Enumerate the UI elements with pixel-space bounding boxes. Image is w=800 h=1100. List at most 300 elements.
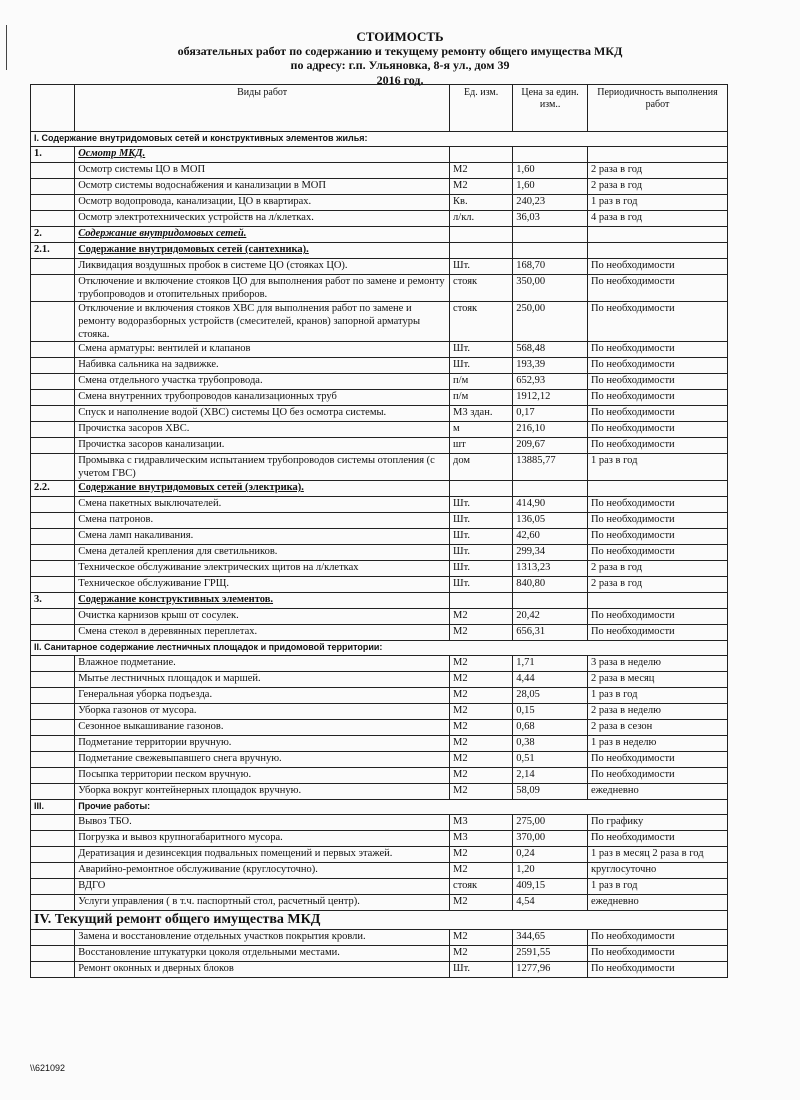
cell-num: [31, 736, 75, 752]
table-row: [31, 275, 728, 302]
table-row: [31, 962, 728, 978]
cell-work-name: Подметание свежевыпавшего снега вручную.: [75, 752, 450, 768]
cell-price: [513, 593, 588, 609]
subsection-title: [75, 593, 450, 609]
subsection-row: [31, 147, 728, 163]
cell-price: 1,60: [513, 163, 588, 179]
cell-frequency: По необходимости: [587, 259, 727, 275]
cell-work-name: Спуск и наполнение водой (ХВС) системы ЦО без осмотра системы.: [75, 406, 450, 422]
cell-num: [31, 672, 75, 688]
cell-frequency: 4 раза в год: [587, 211, 727, 227]
cell-work-name: Влажное подметание.: [75, 656, 450, 672]
cell-num: [31, 275, 75, 302]
document-address: по адресу: г.п. Ульяновка, 8-я ул., дом 39: [290, 58, 510, 72]
cell-work-name: Техническое обслуживание электрических щитов на л/клетках: [75, 561, 450, 577]
cell-price: 1,71: [513, 656, 588, 672]
document-year: 2016 год.: [376, 73, 424, 87]
cell-frequency: По необходимости: [587, 768, 727, 784]
cell-work-name: Ликвидация воздушных пробок в системе ЦО (стояках ЦО).: [75, 259, 450, 275]
cell-num: [31, 720, 75, 736]
subsection-row: [31, 593, 728, 609]
cell-unit: п/м: [450, 390, 513, 406]
cell-price: 168,70: [513, 259, 588, 275]
cell-price: 250,00: [513, 302, 588, 342]
cell-frequency: круглосуточно: [587, 863, 727, 879]
cell-unit: М2: [450, 847, 513, 863]
cell-frequency: 1 раз в год: [587, 688, 727, 704]
cell-num: [31, 625, 75, 641]
cell-frequency: [587, 481, 727, 497]
cell-price: 0,15: [513, 704, 588, 720]
cell-unit: М2: [450, 163, 513, 179]
cell-price: 58,09: [513, 784, 588, 800]
table-row: [31, 358, 728, 374]
cell-frequency: По необходимости: [587, 752, 727, 768]
cell-frequency: 1 раз в год: [587, 454, 727, 481]
cell-price: [513, 227, 588, 243]
table-row: [31, 374, 728, 390]
table-row: [31, 847, 728, 863]
cell-work-name: Осмотр системы ЦО в МОП: [75, 163, 450, 179]
cell-price: 4,54: [513, 895, 588, 911]
cell-price: 568,48: [513, 342, 588, 358]
cell-work-name: Смена ламп накаливания.: [75, 529, 450, 545]
cell-frequency: 1 раз в неделю: [587, 736, 727, 752]
cell-price: 20,42: [513, 609, 588, 625]
cell-frequency: По необходимости: [587, 358, 727, 374]
cell-num: [31, 577, 75, 593]
cell-unit: М3: [450, 831, 513, 847]
cell-work-name: Осмотр водопровода, канализации, ЦО в квартирах.: [75, 195, 450, 211]
subsection-row: [31, 227, 728, 243]
cell-price: 42,60: [513, 529, 588, 545]
cell-frequency: 2 раза в год: [587, 561, 727, 577]
header-cell-frequency: Периодичность выполнения работ: [587, 85, 727, 132]
cell-work-name: ВДГО: [75, 879, 450, 895]
cell-num: [31, 497, 75, 513]
cell-unit: п/м: [450, 374, 513, 390]
cell-unit: М3 здан.: [450, 406, 513, 422]
cell-price: [513, 481, 588, 497]
cell-work-name: Погрузка и вывоз крупногабаритного мусора.: [75, 831, 450, 847]
subsection-row: [31, 243, 728, 259]
cell-frequency: По необходимости: [587, 625, 727, 641]
cell-frequency: По необходимости: [587, 497, 727, 513]
table-row: [31, 736, 728, 752]
cell-work-name: Осмотр системы водоснабжения и канализации в МОП: [75, 179, 450, 195]
cell-num: [31, 211, 75, 227]
cell-work-name: Посыпка территории песком вручную.: [75, 768, 450, 784]
cell-price: 652,93: [513, 374, 588, 390]
table-row: [31, 390, 728, 406]
table-row: [31, 577, 728, 593]
header-cell-works: Виды работ: [75, 85, 450, 132]
cell-num: 3.: [31, 593, 75, 609]
cell-work-name: Осмотр электротехнических устройств на л/клетках.: [75, 211, 450, 227]
cell-price: 0,51: [513, 752, 588, 768]
cell-num: [31, 946, 75, 962]
cell-work-name: Мытье лестничных площадок и маршей.: [75, 672, 450, 688]
cell-unit: М2: [450, 784, 513, 800]
cell-num: [31, 545, 75, 561]
cell-frequency: [587, 243, 727, 259]
cell-work-name: Услуги управления ( в т.ч. паспортный стол, расчетный центр).: [75, 895, 450, 911]
cell-unit: Кв.: [450, 195, 513, 211]
section-title: II. Санитарное содержание лестничных площадок и придомовой территории:: [31, 641, 728, 656]
cell-price: [513, 243, 588, 259]
cell-num: [31, 656, 75, 672]
cell-work-name: Генеральная уборка подъезда.: [75, 688, 450, 704]
cell-price: 36,03: [513, 211, 588, 227]
cell-work-name: Очистка карнизов крыш от сосулек.: [75, 609, 450, 625]
cell-frequency: По необходимости: [587, 342, 727, 358]
cell-num: [31, 688, 75, 704]
cell-unit: Шт.: [450, 962, 513, 978]
table-row: [31, 688, 728, 704]
cell-num: [31, 784, 75, 800]
cell-num: [31, 454, 75, 481]
cell-price: 1,20: [513, 863, 588, 879]
document-subtitle: обязательных работ по содержанию и текущему ремонту общего имущества МКД: [177, 44, 623, 58]
cell-frequency: [587, 147, 727, 163]
cell-num: [31, 374, 75, 390]
table-row: [31, 609, 728, 625]
table-row: [31, 863, 728, 879]
cell-unit: М2: [450, 688, 513, 704]
cell-num: [31, 704, 75, 720]
cell-unit: М2: [450, 895, 513, 911]
cell-unit: Шт.: [450, 561, 513, 577]
subsection-row: [31, 481, 728, 497]
table-row: [31, 930, 728, 946]
cell-work-name: Промывка с гидравлическим испытанием трубопроводов системы отопления (с учетом ГВС): [75, 454, 450, 481]
cell-num: [31, 259, 75, 275]
cell-num: [31, 930, 75, 946]
cell-price: 350,00: [513, 275, 588, 302]
cell-frequency: ежедневно: [587, 895, 727, 911]
cell-frequency: По необходимости: [587, 302, 727, 342]
cell-num: [31, 422, 75, 438]
cell-num: 2.1.: [31, 243, 75, 259]
subsection-title: Содержание внутридомовых сетей.: [75, 227, 450, 243]
cell-num: [31, 342, 75, 358]
table-row: [31, 342, 728, 358]
cell-frequency: 2 раза в год: [587, 163, 727, 179]
cell-work-name: Смена отдельного участка трубопровода.: [75, 374, 450, 390]
cell-unit: Шт.: [450, 545, 513, 561]
header-cell-price: Цена за един. изм..: [513, 85, 588, 132]
table-row: [31, 895, 728, 911]
table-row: [31, 513, 728, 529]
cell-frequency: По необходимости: [587, 962, 727, 978]
cell-work-name: Уборка газонов от мусора.: [75, 704, 450, 720]
cell-frequency: По необходимости: [587, 374, 727, 390]
cell-frequency: 2 раза в год: [587, 577, 727, 593]
cell-num: [31, 529, 75, 545]
cell-num: [31, 438, 75, 454]
cell-price: 1277,96: [513, 962, 588, 978]
cell-work-name: Прочистка засоров канализации.: [75, 438, 450, 454]
cell-price: 409,15: [513, 879, 588, 895]
cell-price: 4,44: [513, 672, 588, 688]
cell-unit: Шт.: [450, 529, 513, 545]
cell-work-name: Техническое обслуживание ГРЩ.: [75, 577, 450, 593]
cell-work-name: Отключение и включения стояков ХВС для выполнения работ по замене и ремонту водоразборных устройств (смесителей, кранов) запорной арматуры стояка.: [75, 302, 450, 342]
cell-price: 13885,77: [513, 454, 588, 481]
cell-frequency: 2 раза в неделю: [587, 704, 727, 720]
table-row: [31, 211, 728, 227]
footnote-code: \\621092: [30, 1063, 66, 1073]
table-row: [31, 768, 728, 784]
cell-frequency: По необходимости: [587, 946, 727, 962]
cell-num: [31, 815, 75, 831]
table-row: [31, 656, 728, 672]
header-cell-unit: Ед. изм.: [450, 85, 513, 132]
cell-work-name: Смена арматуры: вентилей и клапанов: [75, 342, 450, 358]
cell-unit: [450, 147, 513, 163]
cell-work-name: Подметание территории вручную.: [75, 736, 450, 752]
cell-price: 193,39: [513, 358, 588, 374]
cell-unit: М2: [450, 736, 513, 752]
table-row: [31, 497, 728, 513]
section-title: I. Содержание внутридомовых сетей и конструктивных элементов жилья:: [31, 132, 728, 147]
section-row: [31, 800, 728, 815]
cell-frequency: По необходимости: [587, 275, 727, 302]
works-table: [30, 84, 728, 978]
table-row: [31, 946, 728, 962]
table-row: [31, 752, 728, 768]
cell-num: [31, 561, 75, 577]
cell-num: [31, 962, 75, 978]
cell-price: 136,05: [513, 513, 588, 529]
cell-unit: Шт.: [450, 358, 513, 374]
cell-unit: М2: [450, 656, 513, 672]
cell-price: 370,00: [513, 831, 588, 847]
cell-work-name: Смена патронов.: [75, 513, 450, 529]
cell-num: [31, 513, 75, 529]
cell-work-name: Замена и восстановление отдельных участков покрытия кровли.: [75, 930, 450, 946]
table-row: [31, 302, 728, 342]
cell-num: [31, 863, 75, 879]
subsection-title-text: Содержание конструктивных элементов.: [78, 594, 274, 605]
table-row: [31, 406, 728, 422]
cell-unit: М2: [450, 179, 513, 195]
cell-frequency: ежедневно: [587, 784, 727, 800]
table-header-row: [31, 85, 728, 132]
cell-num: [31, 406, 75, 422]
cell-unit: М2: [450, 752, 513, 768]
cell-price: 1912,12: [513, 390, 588, 406]
cell-frequency: 2 раза в сезон: [587, 720, 727, 736]
section-row: [31, 641, 728, 656]
cell-num: [31, 895, 75, 911]
cell-unit: М2: [450, 720, 513, 736]
cell-frequency: 2 раза в год: [587, 179, 727, 195]
table-row: [31, 179, 728, 195]
cell-price: 0,68: [513, 720, 588, 736]
cell-num: 2.2.: [31, 481, 75, 497]
table-row: [31, 438, 728, 454]
table-row: [31, 720, 728, 736]
cell-frequency: 1 раз в год: [587, 879, 727, 895]
cell-price: 2591,55: [513, 946, 588, 962]
cell-frequency: По необходимости: [587, 529, 727, 545]
cell-price: 216,10: [513, 422, 588, 438]
cell-price: 209,67: [513, 438, 588, 454]
cell-work-name: Ремонт оконных и дверных блоков: [75, 962, 450, 978]
cell-num: [31, 358, 75, 374]
cell-unit: Шт.: [450, 577, 513, 593]
section-title: Прочие работы:: [75, 800, 728, 815]
cell-work-name: Вывоз ТБО.: [75, 815, 450, 831]
header-cell-num: [31, 85, 75, 132]
cell-unit: Шт.: [450, 513, 513, 529]
cell-unit: М2: [450, 863, 513, 879]
cell-frequency: По необходимости: [587, 930, 727, 946]
cell-unit: [450, 243, 513, 259]
cell-num: 2.: [31, 227, 75, 243]
cell-num: III.: [31, 800, 75, 815]
cell-num: [31, 390, 75, 406]
subsection-title: [75, 243, 450, 259]
cell-work-name: Смена стекол в деревянных переплетах.: [75, 625, 450, 641]
cell-num: [31, 879, 75, 895]
table-row: [31, 259, 728, 275]
cell-price: 240,23: [513, 195, 588, 211]
cell-unit: м: [450, 422, 513, 438]
section-title: IV. Текущий ремонт общего имущества МКД: [31, 911, 728, 930]
subsection-title: [75, 481, 450, 497]
cell-unit: М2: [450, 704, 513, 720]
cell-frequency: По необходимости: [587, 545, 727, 561]
cell-unit: М2: [450, 672, 513, 688]
cell-price: 0,38: [513, 736, 588, 752]
cell-num: [31, 847, 75, 863]
cell-frequency: По необходимости: [587, 831, 727, 847]
table-row: [31, 879, 728, 895]
cell-num: 1.: [31, 147, 75, 163]
cell-work-name: Отключение и включение стояков ЦО для выполнения работ по замене и ремонту трубопроводов и отопительных приборов.: [75, 275, 450, 302]
table-row: [31, 545, 728, 561]
cell-price: 28,05: [513, 688, 588, 704]
cell-work-name: Дератизация и дезинсекция подвальных помещений и первых этажей.: [75, 847, 450, 863]
cell-work-name: Набивка сальника на задвижке.: [75, 358, 450, 374]
subsection-title-text: Содержание внутридомовых сетей (сантехника).: [78, 244, 309, 255]
table-row: [31, 831, 728, 847]
cell-work-name: Аварийно-ремонтное обслуживание (круглосуточно).: [75, 863, 450, 879]
cell-price: 1313,23: [513, 561, 588, 577]
cell-work-name: Восстановление штукатурки цоколя отдельными местами.: [75, 946, 450, 962]
cell-unit: шт: [450, 438, 513, 454]
table-row: [31, 815, 728, 831]
subsection-title: Осмотр МКД.: [75, 147, 450, 163]
cell-frequency: [587, 593, 727, 609]
table-row: [31, 454, 728, 481]
cell-unit: стояк: [450, 302, 513, 342]
cell-work-name: Уборка вокруг контейнерных площадок вручную.: [75, 784, 450, 800]
cell-work-name: Прочистка засоров ХВС.: [75, 422, 450, 438]
cell-num: [31, 179, 75, 195]
table-row: [31, 529, 728, 545]
cell-unit: [450, 593, 513, 609]
cell-unit: Шт.: [450, 497, 513, 513]
cell-price: 840,80: [513, 577, 588, 593]
table-row: [31, 672, 728, 688]
cell-frequency: По необходимости: [587, 513, 727, 529]
cell-frequency: По графику: [587, 815, 727, 831]
cell-unit: [450, 481, 513, 497]
cell-work-name: Сезонное выкашивание газонов.: [75, 720, 450, 736]
cell-price: 299,34: [513, 545, 588, 561]
cell-frequency: [587, 227, 727, 243]
cell-price: 656,31: [513, 625, 588, 641]
cell-frequency: 1 раз в год: [587, 195, 727, 211]
cell-unit: М2: [450, 768, 513, 784]
cell-num: [31, 195, 75, 211]
cell-num: [31, 831, 75, 847]
cell-work-name: Смена пакетных выключателей.: [75, 497, 450, 513]
section-row: [31, 911, 728, 930]
cell-price: 0,17: [513, 406, 588, 422]
cell-unit: дом: [450, 454, 513, 481]
table-row: [31, 163, 728, 179]
cell-unit: стояк: [450, 879, 513, 895]
cell-frequency: По необходимости: [587, 609, 727, 625]
cell-frequency: 3 раза в неделю: [587, 656, 727, 672]
table-row: [31, 422, 728, 438]
cell-frequency: 2 раза в месяц: [587, 672, 727, 688]
cell-unit: М3: [450, 815, 513, 831]
cell-frequency: По необходимости: [587, 422, 727, 438]
cell-unit: М2: [450, 930, 513, 946]
cell-num: [31, 752, 75, 768]
cell-price: 275,00: [513, 815, 588, 831]
cell-work-name: Смена внутренних трубопроводов канализационных труб: [75, 390, 450, 406]
table-row: [31, 704, 728, 720]
subsection-title-text: Содержание внутридомовых сетей (электрика).: [78, 482, 304, 493]
cell-price: [513, 147, 588, 163]
cell-num: [31, 302, 75, 342]
cell-unit: М2: [450, 946, 513, 962]
cell-unit: [450, 227, 513, 243]
table-row: [31, 195, 728, 211]
cell-price: 2,14: [513, 768, 588, 784]
cell-price: 1,60: [513, 179, 588, 195]
table-row: [31, 784, 728, 800]
cell-frequency: По необходимости: [587, 390, 727, 406]
cell-unit: Шт.: [450, 342, 513, 358]
document-title: СТОИМОСТЬ: [356, 29, 444, 44]
cell-num: [31, 163, 75, 179]
cell-unit: М2: [450, 609, 513, 625]
table-row: [31, 561, 728, 577]
table-row: [31, 625, 728, 641]
cell-num: [31, 609, 75, 625]
cell-price: 0,24: [513, 847, 588, 863]
cell-unit: М2: [450, 625, 513, 641]
cell-unit: л/кл.: [450, 211, 513, 227]
cell-unit: стояк: [450, 275, 513, 302]
cell-num: [31, 768, 75, 784]
cell-frequency: По необходимости: [587, 406, 727, 422]
cell-price: 344,65: [513, 930, 588, 946]
cell-unit: Шт.: [450, 259, 513, 275]
section-row: [31, 132, 728, 147]
cell-price: 414,90: [513, 497, 588, 513]
cell-work-name: Смена деталей крепления для светильников.: [75, 545, 450, 561]
cell-frequency: По необходимости: [587, 438, 727, 454]
cell-frequency: 1 раз в месяц 2 раза в год: [587, 847, 727, 863]
